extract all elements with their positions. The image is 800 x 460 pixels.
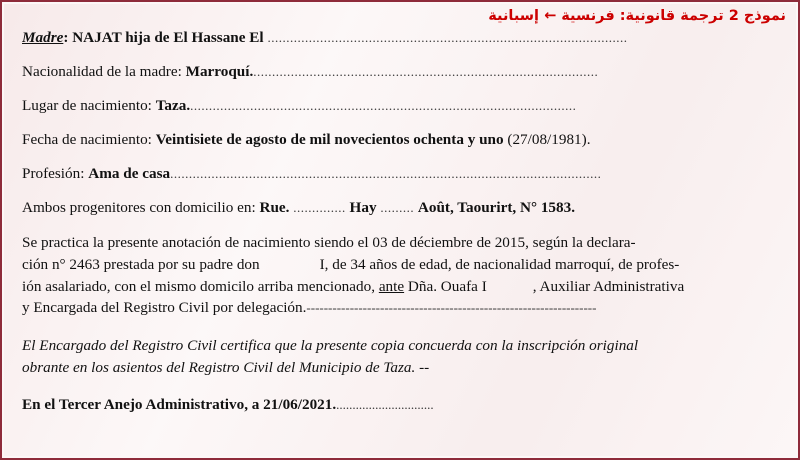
birth-annotation-paragraph — [22, 232, 786, 318]
field-profesion — [22, 164, 786, 184]
field-fecha-nacimiento — [22, 130, 786, 150]
field-fecha-nacimiento-suffix: (27/08/1981). — [507, 131, 591, 149]
field-lugar-nacimiento — [22, 96, 786, 116]
field-madre — [22, 28, 786, 48]
paper-background — [4, 4, 796, 456]
certification-block — [22, 335, 786, 379]
field-nacionalidad-madre-dots: ............................................................................................ — [253, 64, 599, 80]
paragraph-line-2-text-b: I, de 34 años de edad, de nacionalidad marroquí, de profes- — [319, 255, 680, 273]
field-domicilio-dots1: .............. — [293, 200, 346, 216]
closing-text: En el Tercer Anejo Administrativo, a 21/06/2021. — [22, 395, 337, 413]
field-lugar-nacimiento-label: Lugar de nacimiento: — [22, 97, 152, 115]
field-domicilio-prefix: Ambos progenitores con domicilio en: — [22, 199, 256, 217]
paragraph-line-3-text-b: Dña. Ouafa I — [407, 277, 487, 295]
field-madre-label: Madre — [22, 29, 64, 46]
paragraph-line-4 — [22, 297, 786, 319]
paragraph-line-1 — [22, 232, 786, 254]
field-fecha-nacimiento-label: Fecha de nacimiento: — [22, 131, 152, 149]
field-domicilio — [22, 198, 786, 218]
field-profesion-dots: ................................................................................................................... — [170, 166, 602, 182]
field-domicilio-part1: Rue. — [259, 199, 290, 217]
paragraph-line-1-text: Se practica la presente anotación de nacimiento siendo el 03 de déciembre de 2015, según la declara- — [22, 234, 636, 252]
document-content — [22, 28, 786, 415]
paragraph-line-4-dashes: ------------------------------------------------------------------- — [306, 300, 597, 316]
certification-line-1: El Encargado del Registro Civil certifica que la presente copia concuerda con la inscripción original — [22, 336, 639, 354]
field-domicilio-part2: Hay — [349, 199, 377, 217]
field-profesion-value: Ama de casa — [88, 165, 171, 183]
field-fecha-nacimiento-value: Veintisiete de agosto de mil novecientos ochenta y uno — [155, 131, 504, 149]
paragraph-line-4-text: y Encargada del Registro Civil por delegación. — [22, 299, 307, 317]
field-nacionalidad-madre-value: Marroquí. — [185, 63, 254, 81]
field-madre-dots: ................................................................................................ — [267, 30, 628, 45]
closing-line — [22, 395, 786, 415]
field-lugar-nacimiento-dots: ....................................................................................................... — [190, 98, 577, 114]
arabic-header-note: نموذج 2 ترجمة قانونية: فرنسية ← إسبانية — [488, 8, 786, 24]
field-madre-value: NAJAT hija de El Hassane El — [72, 29, 264, 46]
field-nacionalidad-madre-label: Nacionalidad de la madre: — [22, 63, 182, 81]
paragraph-line-3 — [22, 276, 786, 298]
certification-line-2: obrante en los asientos del Registro Civil del Municipio de Taza. -- — [22, 358, 430, 376]
paragraph-line-3-underlined: ante — [378, 277, 405, 295]
field-domicilio-dots2: ......... — [380, 200, 415, 216]
paragraph-line-2 — [22, 254, 786, 276]
paragraph-line-3-text-c: , Auxiliar Administrativa — [532, 277, 685, 295]
field-nacionalidad-madre — [22, 62, 786, 82]
closing-dots: .............................. — [336, 396, 434, 412]
field-profesion-label: Profesión: — [22, 165, 85, 183]
field-lugar-nacimiento-value: Taza. — [155, 97, 191, 115]
paragraph-line-3-text-a: ión asalariado, con el mismo domicilo arriba mencionado, — [22, 277, 376, 295]
field-domicilio-part3: Août, Taourirt, N° 1583. — [417, 199, 576, 217]
field-madre-separator: : — [63, 29, 69, 46]
paragraph-line-2-text-a: ción n° 2463 prestada por su padre don — [22, 255, 260, 273]
